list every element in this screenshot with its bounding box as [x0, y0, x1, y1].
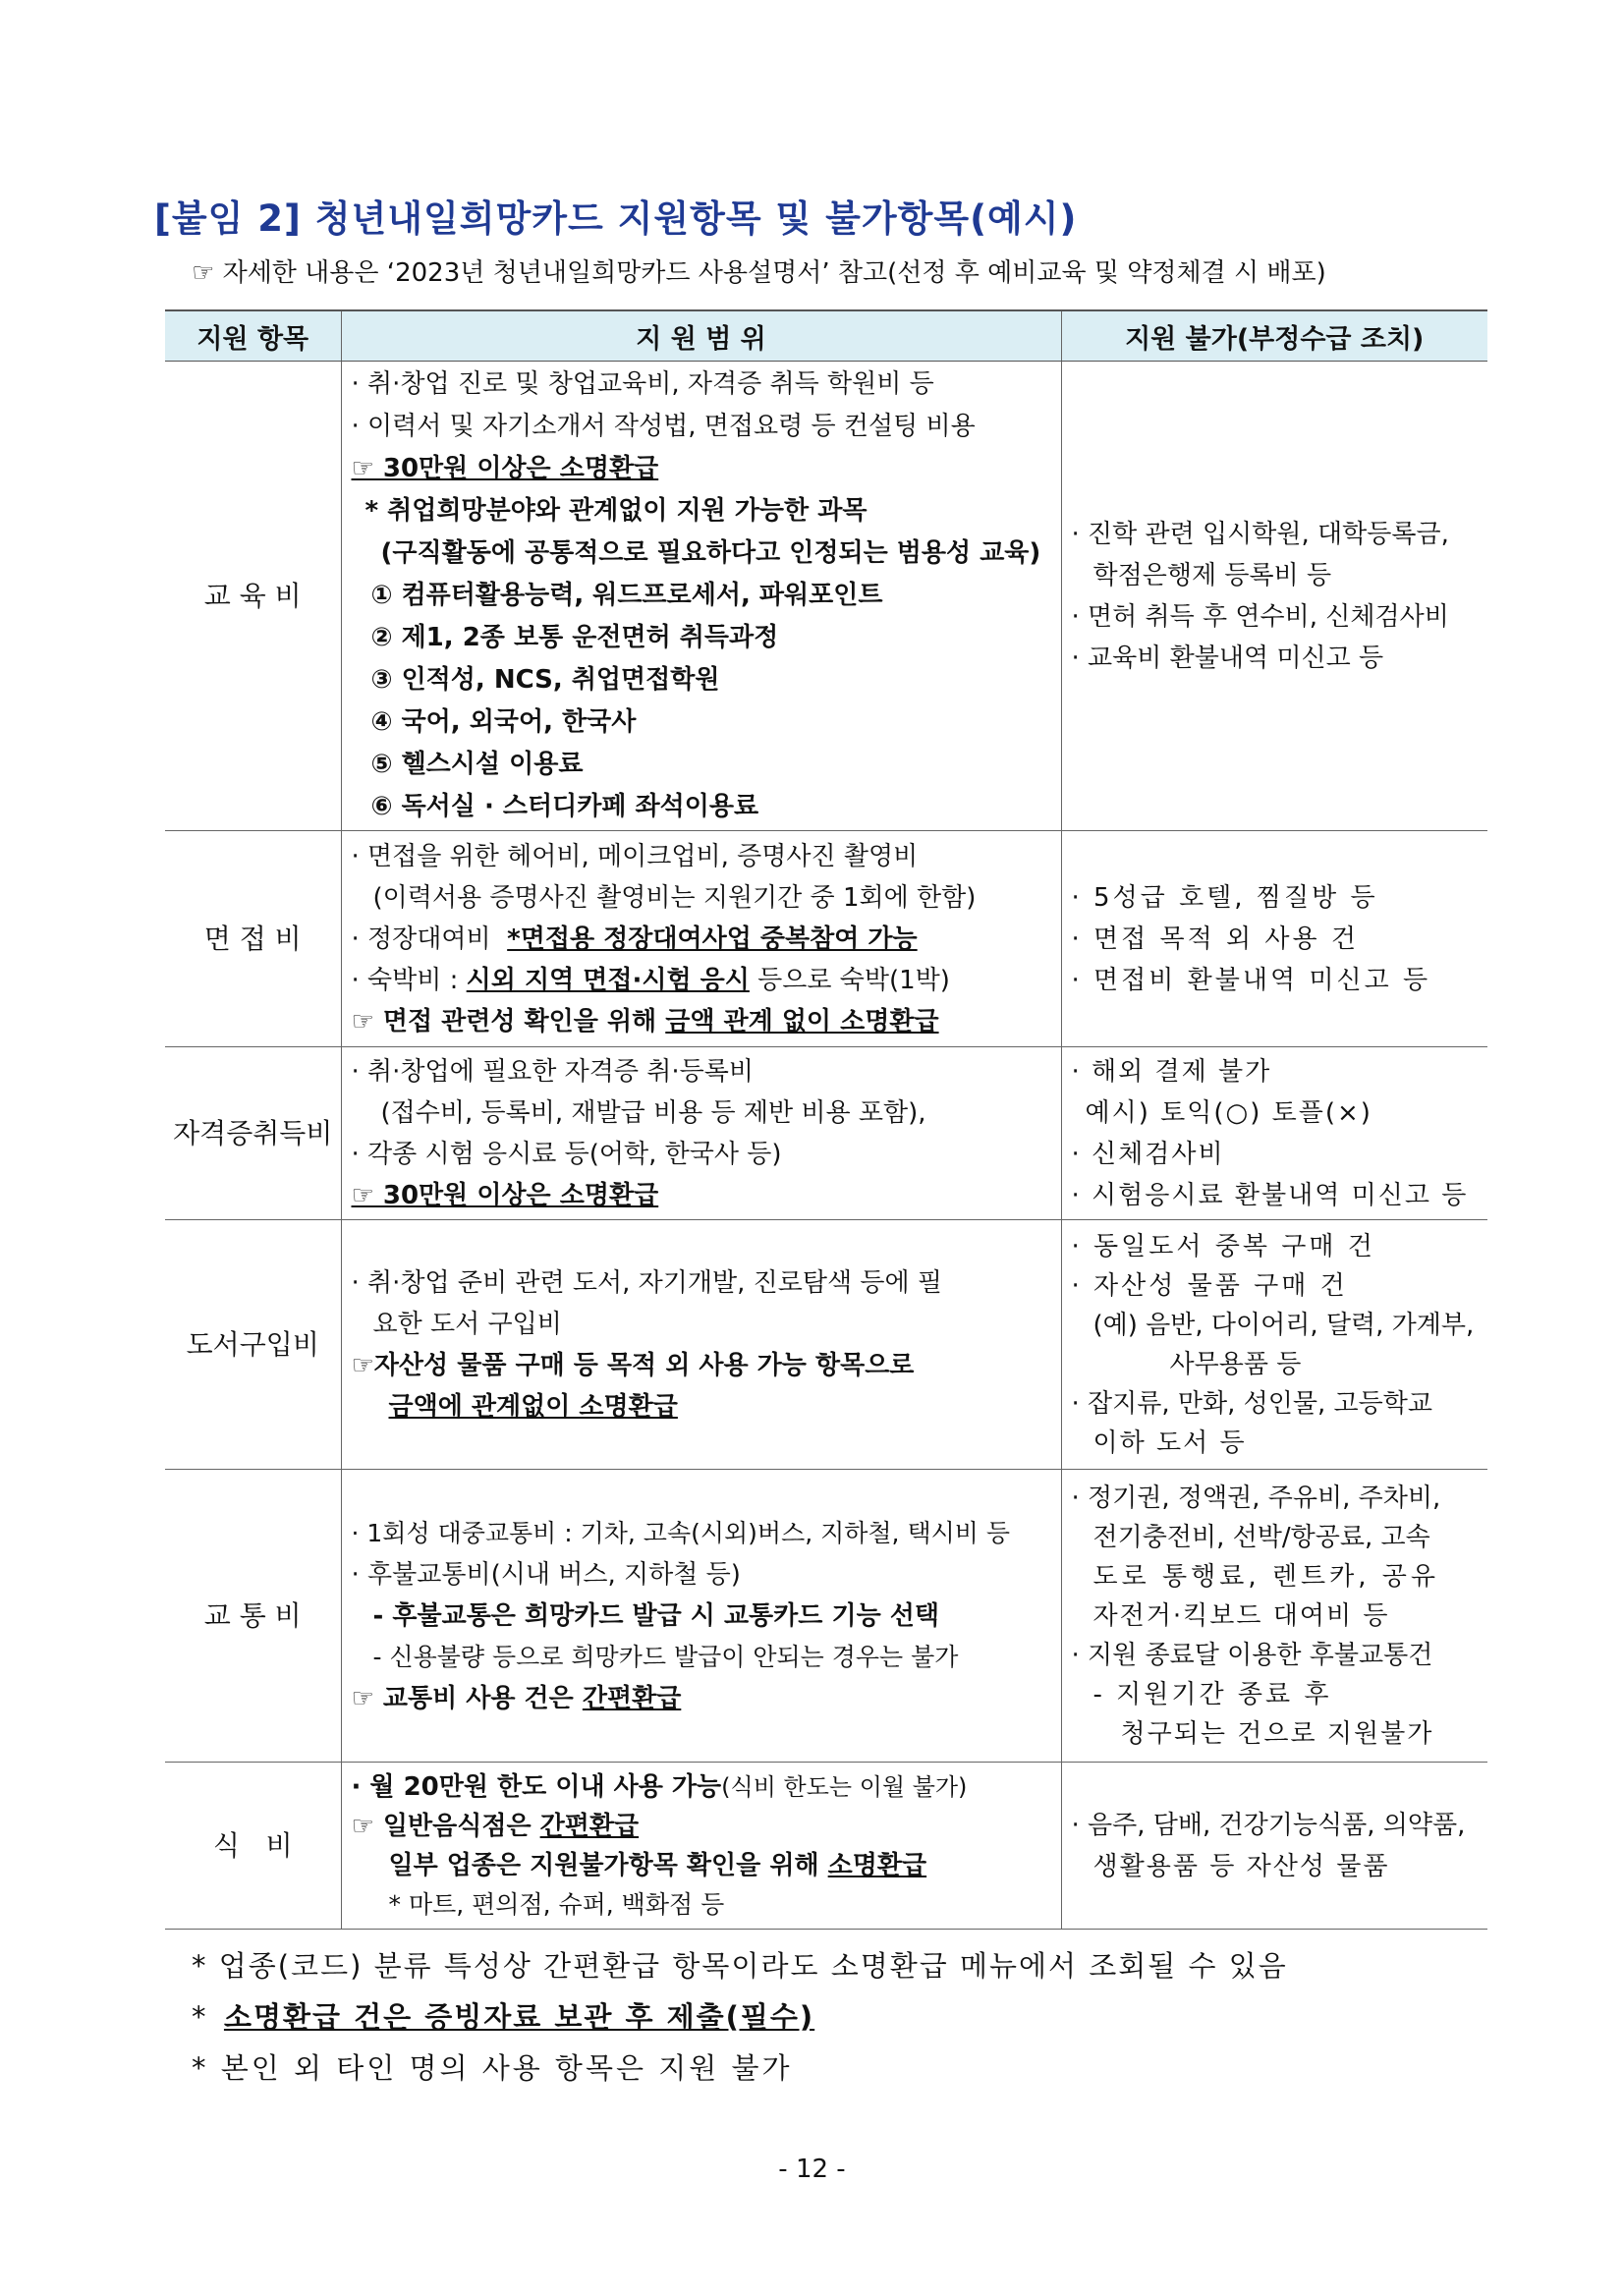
scope-line: ② 제1, 2종 보통 운전면허 취득과정 — [370, 623, 779, 652]
excluded-line: · 음주, 담배, 건강기능식품, 의약품, — [1071, 1810, 1466, 1840]
excluded-line: 생활용품 등 자산성 물품 — [1092, 1851, 1390, 1881]
scope-line — [352, 1678, 1051, 1719]
scope-line — [352, 1386, 1051, 1428]
scope-line — [352, 1767, 1051, 1807]
scope-line — [352, 1001, 1051, 1042]
scope-line: · 이력서 및 자기소개서 작성법, 면접요령 등 컨설팅 비용 — [351, 412, 976, 441]
excluded-line: · 면허 취득 후 연수비, 신체검사비 — [1071, 601, 1449, 632]
excluded-line: · 신체검사비 — [1071, 1139, 1225, 1169]
excluded-line: · 동일도서 중복 구매 건 — [1071, 1231, 1375, 1261]
scope-text: (식비 한도는 이월 불가) — [721, 1772, 968, 1801]
excluded-line: 학점은행제 등록비 등 — [1092, 560, 1332, 590]
excluded-line: · 5성급 호텔, 찜질방 등 — [1071, 882, 1378, 913]
excluded-line: · 교육비 환불내역 미신고 등 — [1071, 643, 1384, 673]
scope-line: - 신용불량 등으로 희망카드 발급이 안되는 경우는 불가 — [372, 1642, 959, 1671]
table-row — [165, 362, 1487, 831]
excluded-line: · 해외 결제 불가 — [1071, 1056, 1272, 1087]
scope-highlight: 금액 관계 없이 소명환급 — [665, 1006, 939, 1036]
scope-text: ☞ 면접 관련성 확인을 위해 — [351, 1006, 657, 1036]
scope-line: · 취·창업 진로 및 창업교육비, 자격증 취득 학원비 등 — [351, 369, 934, 399]
scope-line: (구직활동에 공통적으로 필요하다고 인정되는 범용성 교육) — [380, 538, 1041, 568]
excluded-line: · 지원 종료달 이용한 후불교통건 — [1071, 1640, 1433, 1670]
scope-line — [352, 919, 1051, 960]
excluded-line: 전기충전비, 선박/항공료, 고속 — [1092, 1522, 1430, 1552]
scope-line: ① 컴퓨터활용능력, 워드프로세서, 파워포인트 — [370, 581, 883, 610]
scope-highlight: 소명환급 — [827, 1850, 927, 1880]
scope-highlight: 간편환급 — [582, 1683, 682, 1713]
page-title: [붙임 2] 청년내일희망카드 지원항목 및 불가항목(예시) — [154, 197, 1078, 240]
scope-highlight: 시외 지역 면접·시험 응시 — [466, 965, 750, 995]
table-row — [165, 1047, 1487, 1220]
footnote: * 본인 외 타인 명의 사용 항목은 지원 불가 — [192, 2051, 793, 2085]
scope-line: 요한 도서 구입비 — [372, 1309, 562, 1339]
scope-line — [352, 960, 1051, 1001]
excluded-line: 사무용품 등 — [1169, 1349, 1302, 1379]
scope-line: * 마트, 편의점, 슈퍼, 백화점 등 — [388, 1889, 725, 1919]
header-scope: 지 원 범 위 — [341, 310, 1061, 362]
footnotes — [192, 1940, 1288, 2094]
scope-line: ⑤ 헬스시설 이용료 — [370, 750, 584, 779]
row-category: 식 비 — [165, 1763, 341, 1930]
row-excluded — [1061, 1470, 1487, 1763]
scope-text: ☞ 일반음식점은 — [351, 1811, 532, 1841]
row-excluded — [1061, 831, 1487, 1047]
refund-note: ☞ 30만원 이상은 소명환급 — [351, 454, 659, 483]
page-number: - 12 - — [778, 2155, 846, 2184]
scope-highlight: · 월 20만원 한도 이내 사용 가능 — [351, 1771, 722, 1802]
scope-text: 등으로 숙박(1박) — [757, 965, 950, 995]
scope-line: ⑥ 독서실 · 스터디카페 좌석이용료 — [370, 792, 759, 821]
excluded-line: 예시) 토익(○) 토플(×) — [1085, 1097, 1372, 1128]
footnote-marker: * — [192, 2000, 224, 2034]
scope-line: · 취·창업 준비 관련 도서, 자기개발, 진로탐색 등에 필 — [351, 1267, 942, 1298]
row-category: 면 접 비 — [165, 831, 341, 1047]
table-row — [165, 1763, 1487, 1930]
scope-line: · 취·창업에 필요한 자격증 취·등록비 — [351, 1056, 754, 1087]
scope-line: ☞자산성 물품 구매 등 목적 외 사용 가능 항목으로 — [351, 1350, 915, 1380]
header-category: 지원 항목 — [165, 310, 341, 362]
scope-line: · 각종 시험 응시료 등(어학, 한국사 등) — [351, 1139, 782, 1169]
excluded-line: · 잡지류, 만화, 성인물, 고등학교 — [1071, 1388, 1433, 1419]
row-excluded — [1061, 362, 1487, 831]
row-scope — [341, 1220, 1061, 1470]
excluded-line: · 시험응시료 환불내역 미신고 등 — [1071, 1180, 1469, 1210]
scope-line: - 후불교통은 희망카드 발급 시 교통카드 기능 선택 — [372, 1600, 939, 1631]
scope-text: ☞ 교통비 사용 건은 — [351, 1683, 574, 1713]
row-scope — [341, 831, 1061, 1047]
excluded-line: 이하 도서 등 — [1092, 1428, 1247, 1458]
scope-highlight: 간편환급 — [539, 1811, 640, 1841]
excluded-line: · 진학 관련 입시학원, 대학등록금, — [1071, 519, 1449, 549]
scope-line — [352, 1846, 1051, 1885]
excluded-line: · 정기권, 정액권, 주유비, 주차비, — [1071, 1483, 1441, 1513]
table-header-row — [165, 310, 1487, 362]
scope-line — [352, 448, 1051, 490]
excluded-line: 도로 통행료, 렌트카, 공유 — [1092, 1561, 1439, 1592]
scope-line: ④ 국어, 외국어, 한국사 — [370, 707, 637, 737]
excluded-line: · 자산성 물품 구매 건 — [1071, 1270, 1348, 1301]
row-category: 자격증취득비 — [165, 1047, 341, 1220]
row-category: 교 육 비 — [165, 362, 341, 831]
excluded-line: · 면접비 환불내역 미신고 등 — [1071, 965, 1431, 995]
refund-note: ☞ 30만원 이상은 소명환급 — [351, 1180, 659, 1210]
excluded-line: 자전거·킥보드 대여비 등 — [1092, 1600, 1390, 1631]
row-excluded — [1061, 1763, 1487, 1930]
scope-line: ③ 인적성, NCS, 취업면접학원 — [370, 665, 720, 695]
header-excluded: 지원 불가(부정수급 조치) — [1061, 310, 1487, 362]
scope-line — [352, 1175, 1051, 1216]
scope-line: * 취업희망분야와 관계없이 지원 가능한 과목 — [364, 496, 868, 526]
row-scope — [341, 1763, 1061, 1930]
row-scope — [341, 1047, 1061, 1220]
refund-note: 금액에 관계없이 소명환급 — [388, 1391, 678, 1422]
excluded-line: · 면접 목적 외 사용 건 — [1071, 924, 1360, 954]
excluded-line: - 지원기간 종료 후 — [1092, 1679, 1332, 1709]
scope-text: · 숙박비 : — [351, 965, 459, 995]
support-items-table — [165, 309, 1487, 1930]
scope-highlight: *면접용 정장대여사업 중복참여 가능 — [507, 924, 918, 954]
row-excluded — [1061, 1047, 1487, 1220]
reference-note: ☞ 자세한 내용은 ‘2023년 청년내일희망카드 사용설명서’ 참고(선정 후 예비교육 및 약정체결 시 배포) — [192, 258, 1326, 288]
row-scope — [341, 1470, 1061, 1763]
scope-line: (이력서용 증명사진 촬영비는 지원기간 중 1회에 한함) — [372, 882, 977, 913]
row-category: 교 통 비 — [165, 1470, 341, 1763]
footnote — [192, 1991, 1288, 2043]
scope-text: · 정장대여비 — [351, 924, 491, 954]
table-row — [165, 1470, 1487, 1763]
scope-line — [352, 1807, 1051, 1846]
excluded-line: 청구되는 건으로 지원불가 — [1120, 1718, 1434, 1749]
scope-text: 일부 업종은 지원불가항목 확인을 위해 — [388, 1850, 819, 1880]
row-scope — [341, 362, 1061, 831]
scope-line: · 1회성 대중교통비 : 기차, 고속(시외)버스, 지하철, 택시비 등 — [351, 1518, 1010, 1547]
footnote-emphasis: 소명환급 건은 증빙자료 보관 후 제출(필수) — [223, 2000, 815, 2034]
excluded-line: (예) 음반, 다이어리, 달력, 가계부, — [1092, 1310, 1475, 1340]
scope-line: (접수비, 등록비, 재발급 비용 등 제반 비용 포함), — [380, 1097, 926, 1128]
row-category: 도서구입비 — [165, 1220, 341, 1470]
table-row — [165, 1220, 1487, 1470]
row-excluded — [1061, 1220, 1487, 1470]
scope-line: · 면접을 위한 헤어비, 메이크업비, 증명사진 촬영비 — [351, 841, 919, 871]
footnote: * 업종(코드) 분류 특성상 간편환급 항목이라도 소명환급 메뉴에서 조회될 수 있음 — [192, 1949, 1288, 1983]
scope-line: · 후불교통비(시내 버스, 지하철 등) — [351, 1559, 741, 1590]
table-row — [165, 831, 1487, 1047]
